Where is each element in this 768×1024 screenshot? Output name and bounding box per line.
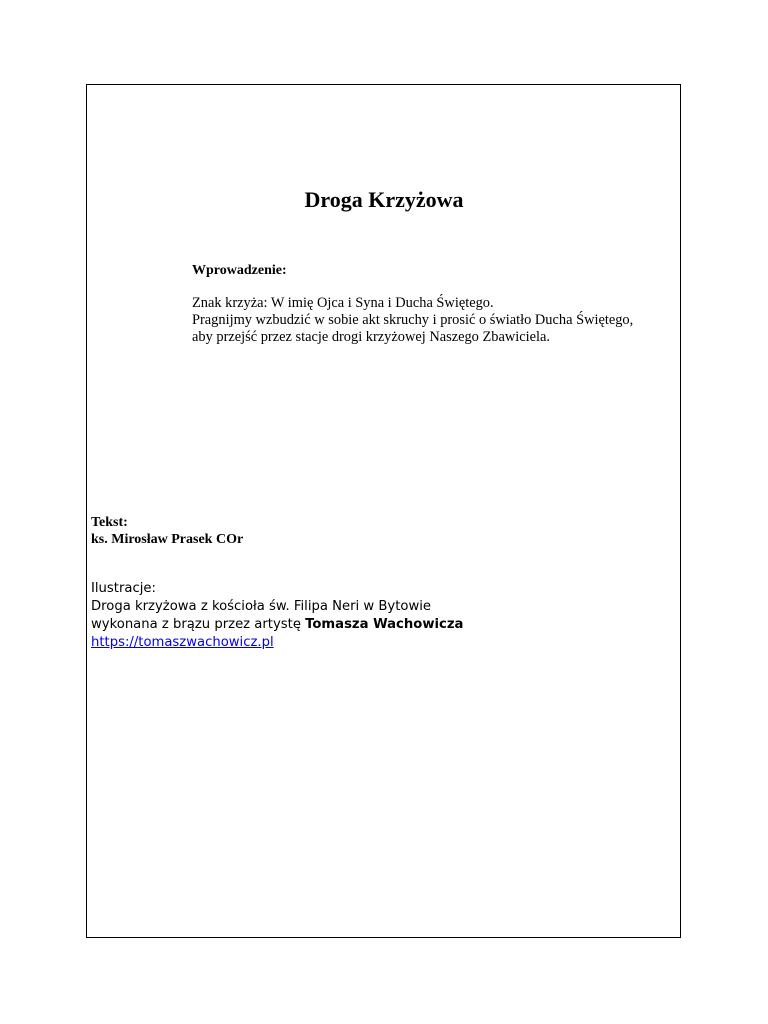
illustrations-artist-line	[91, 616, 463, 634]
illustrations-source: Droga krzyżowa z kościoła św. Filipa Neri w Bytowie	[91, 599, 432, 614]
illustrations-artist-name: Tomasza Wachowicza	[305, 617, 464, 632]
artist-website-link[interactable]: https://tomaszwachowicz.pl	[91, 635, 274, 650]
intro-line: aby przejść przez stacje drogi krzyżowej Naszego Zbawiciela.	[192, 329, 550, 345]
illustrations-artist-prefix: wykonana z brązu przez artystę	[91, 617, 306, 632]
intro-line: Pragnijmy wzbudzić w sobie akt skruchy i prosić o światło Ducha Świętego,	[192, 312, 634, 328]
intro-line: Znak krzyża: W imię Ojca i Syna i Ducha Świętego.	[192, 295, 494, 311]
text-credit-author: ks. Mirosław Prasek COr	[91, 532, 244, 547]
intro-paragraph	[192, 295, 633, 346]
illustrations-label: Ilustracje:	[91, 581, 156, 596]
text-credit-label: Tekst:	[91, 515, 128, 530]
intro-heading: Wprowadzenie:	[192, 263, 287, 278]
document-title: Droga Krzyżowa	[304, 187, 464, 212]
illustrations-credit	[91, 580, 463, 652]
